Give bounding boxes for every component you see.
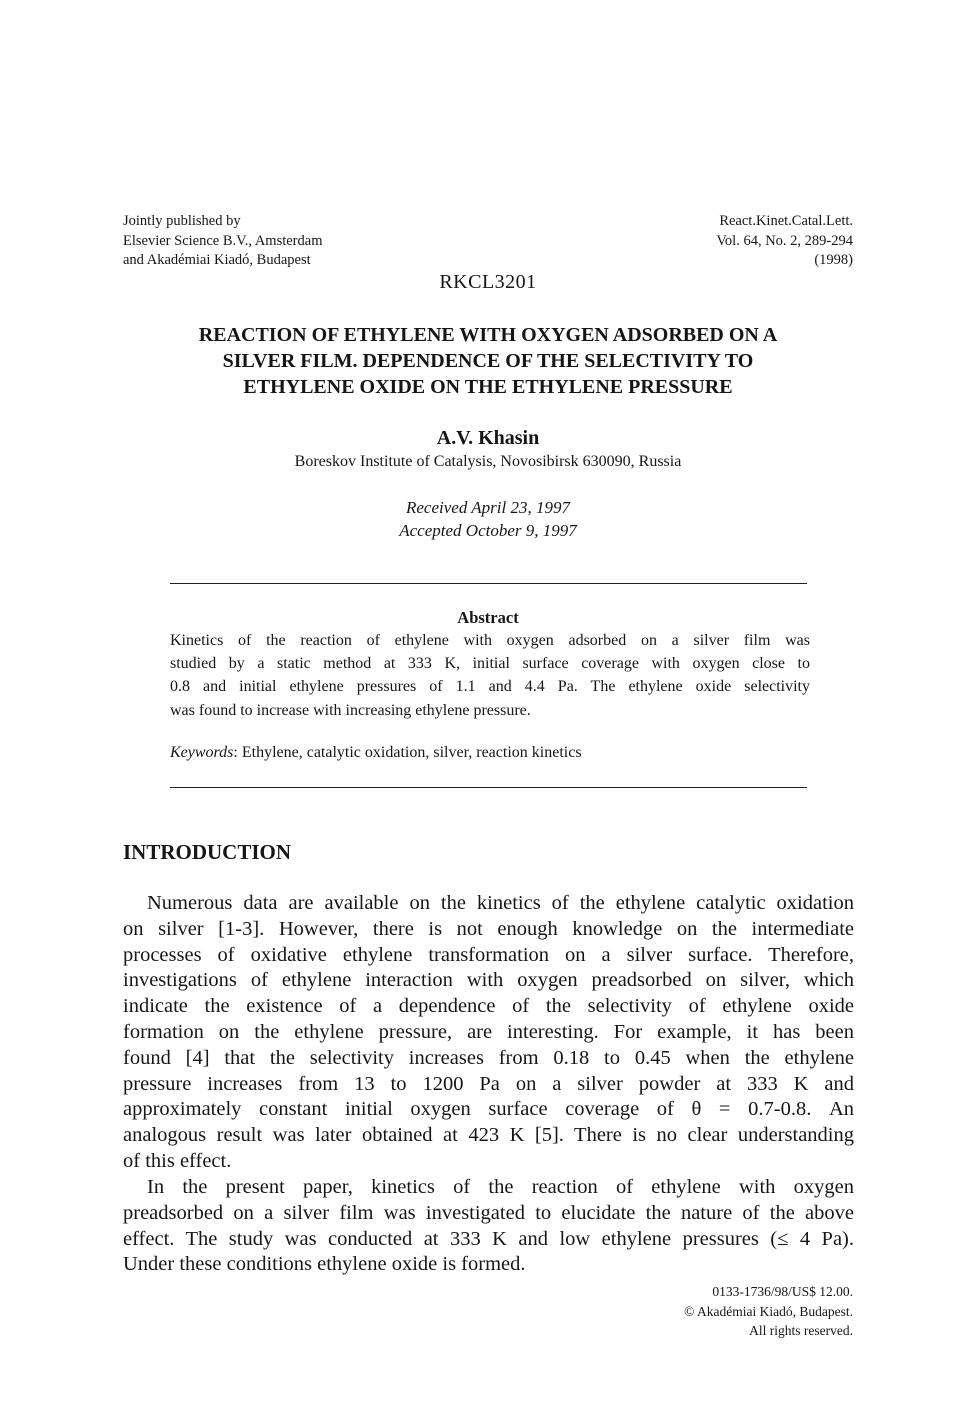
abstract-line: was found to increase with increasing ethylene pressure.	[170, 701, 531, 719]
publisher-line: Jointly published by	[123, 213, 241, 229]
body-line: approximately constant initial oxygen surface coverage of θ = 0.7-0.8. An	[123, 1098, 854, 1121]
footer-line: © Akadémiai Kiadó, Budapest.	[684, 1303, 853, 1319]
accepted-date: Accepted October 9, 1997	[399, 521, 577, 540]
body-line: pressure increases from 13 to 1200 Pa on a silver powder at 333 K and	[123, 1072, 854, 1095]
body-line: formation on the ethylene pressure, are interesting. For example, it has been	[123, 1020, 854, 1043]
publisher-info	[123, 212, 322, 271]
abstract-line: Kinetics of the reaction of ethylene with oxygen adsorbed on a silver film was	[170, 632, 810, 649]
received-date: Received April 23, 1997	[406, 498, 570, 517]
article-code: RKCL3201	[439, 271, 537, 293]
author-name: A.V. Khasin	[436, 427, 540, 449]
title-line: REACTION OF ETHYLENE WITH OXYGEN ADSORBED ON A	[198, 324, 778, 346]
abstract-bottom-divider	[170, 787, 807, 788]
body-line: processes of oxidative ethylene transformation on a silver surface. Therefore,	[123, 943, 854, 966]
intro-paragraph-1	[123, 891, 854, 1175]
abstract-top-divider	[170, 583, 807, 584]
body-line: investigations of ethylene interaction with oxygen preadsorbed on silver, which	[123, 969, 854, 992]
keywords-text: : Ethylene, catalytic oxidation, silver, reaction kinetics	[233, 744, 582, 761]
abstract-line: studied by a static method at 333 K, initial surface coverage with oxygen close to	[170, 655, 810, 673]
body-line: Numerous data are available on the kinetics of the ethylene catalytic oxidation	[147, 892, 854, 914]
title-line: SILVER FILM. DEPENDENCE OF THE SELECTIVITY TO	[222, 350, 754, 372]
journal-line: React.Kinet.Catal.Lett.	[719, 213, 853, 229]
intro-paragraph-2	[123, 1175, 854, 1278]
body-line: effect. The study was conducted at 333 K and low ethylene pressures (≤ 4 Pa).	[123, 1227, 854, 1250]
author-affiliation: Boreskov Institute of Catalysis, Novosibirsk 630090, Russia	[294, 453, 682, 470]
body-line: In the present paper, kinetics of the reaction of ethylene with oxygen	[147, 1176, 854, 1198]
body-line: preadsorbed on a silver film was investigated to elucidate the nature of the above	[123, 1201, 854, 1224]
paper-title	[100, 322, 876, 400]
body-line: analogous result was later obtained at 423 K [5]. There is no clear understanding	[123, 1124, 854, 1147]
journal-line: Vol. 64, No. 2, 289-294	[716, 232, 853, 249]
abstract-line: 0.8 and initial ethylene pressures of 1.1 and 4.4 Pa. The ethylene oxide selectivity	[170, 678, 810, 696]
publisher-line: Elsevier Science B.V., Amsterdam	[123, 232, 323, 249]
abstract-heading: Abstract	[457, 608, 519, 627]
footer-line: All rights reserved.	[749, 1323, 853, 1338]
body-line: of this effect.	[123, 1149, 232, 1172]
abstract-text	[170, 629, 810, 722]
body-line: indicate the existence of a dependence of the selectivity of ethylene oxide	[123, 995, 854, 1018]
body-line: Under these conditions ethylene oxide is formed.	[123, 1253, 526, 1276]
journal-line: (1998)	[814, 252, 853, 268]
keywords	[170, 742, 810, 764]
keywords-label: Keywords	[170, 744, 234, 761]
footer-line: 0133-1736/98/US$ 12.00.	[712, 1284, 853, 1299]
publisher-line: and Akadémiai Kiadó, Budapest	[123, 252, 311, 268]
title-line: ETHYLENE OXIDE ON THE ETHYLENE PRESSURE	[243, 376, 733, 398]
journal-citation	[716, 212, 853, 271]
article-dates	[0, 496, 976, 542]
section-heading-introduction: INTRODUCTION	[123, 840, 292, 864]
copyright-footer	[684, 1282, 853, 1341]
body-line: found [4] that the selectivity increases from 0.18 to 0.45 when the ethylene	[123, 1046, 854, 1069]
body-line: on silver [1-3]. However, there is not enough knowledge on the intermediate	[123, 917, 854, 940]
